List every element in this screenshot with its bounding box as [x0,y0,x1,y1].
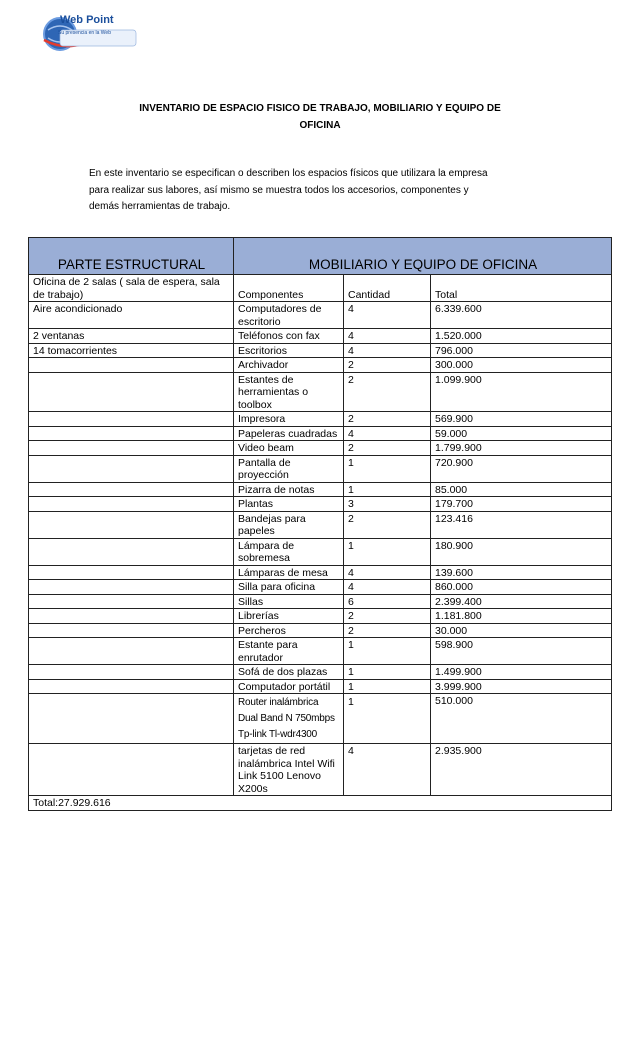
intro-paragraph [89,166,549,216]
struct-cell: 14 tomacorrientes [29,343,234,358]
struct-cell-oficina: Oficina de 2 salas ( sala de espera, sala de trabajo) [29,275,234,302]
quantity-cell: 4 [344,565,431,580]
table-row [29,565,612,580]
table-row [29,482,612,497]
intro-line-3: demás herramientas de trabajo. [89,201,231,212]
component-cell: Router inalámbrica Dual Band N 750mbps Tp-link Tl-wdr4300 [234,694,344,744]
total-cell: 30.000 [431,623,612,638]
struct-cell [29,694,234,744]
component-cell: Plantas [234,497,344,512]
quantity-cell: 1 [344,538,431,565]
struct-cell [29,609,234,624]
table-header-row [29,238,612,275]
table-row [29,497,612,512]
quantity-cell: 1 [344,638,431,665]
total-cell: 796.000 [431,343,612,358]
struct-cell [29,497,234,512]
quantity-cell: 1 [344,679,431,694]
component-cell: Computador portátil [234,679,344,694]
quantity-cell: 2 [344,511,431,538]
header-mobiliario: MOBILIARIO Y EQUIPO DE OFICINA [234,238,612,275]
total-cell: 2.935.900 [431,744,612,796]
component-cell: Lámparas de mesa [234,565,344,580]
table-row [29,329,612,344]
table-row [29,372,612,412]
struct-cell [29,565,234,580]
component-cell: Estantes de herramientas o toolbox [234,372,344,412]
table-row [29,609,612,624]
component-cell: Escritorios [234,343,344,358]
total-cell: 1.099.900 [431,372,612,412]
title-line-2: OFICINA [299,120,341,131]
table-row [29,538,612,565]
table-footer-row [29,796,612,811]
col-label-total: Total [431,275,612,302]
struct-cell [29,665,234,680]
quantity-cell: 2 [344,609,431,624]
total-cell: 598.900 [431,638,612,665]
total-cell: 6.339.600 [431,302,612,329]
table-row [29,694,612,744]
col-label-cantidad: Cantidad [344,275,431,302]
quantity-cell: 1 [344,665,431,680]
struct-cell [29,594,234,609]
quantity-cell: 4 [344,329,431,344]
quantity-cell: 1 [344,455,431,482]
quantity-cell: 1 [344,694,431,744]
total-cell: 179.700 [431,497,612,512]
total-cell: 3.999.900 [431,679,612,694]
struct-cell [29,412,234,427]
table-row [29,638,612,665]
grand-total: Total:27.929.616 [29,796,612,811]
table-row [29,343,612,358]
total-cell: 180.900 [431,538,612,565]
total-cell: 2.399.400 [431,594,612,609]
struct-cell [29,482,234,497]
total-cell: 85.000 [431,482,612,497]
component-cell: tarjetas de red inalámbrica Intel Wifi Link 5100 Lenovo X200s [234,744,344,796]
table-row [29,358,612,373]
struct-cell [29,372,234,412]
struct-cell [29,580,234,595]
total-cell: 1.520.000 [431,329,612,344]
component-cell: Bandejas para papeles [234,511,344,538]
logo-tagline: Su presencia en la Web [58,30,111,36]
struct-cell [29,441,234,456]
intro-line-1: En este inventario se especifican o describen los espacios físicos que utilizara la empresa [89,168,488,179]
component-cell: Librerías [234,609,344,624]
total-cell: 569.900 [431,412,612,427]
component-cell: Estante para enrutador [234,638,344,665]
struct-cell: Aire acondicionado [29,302,234,329]
component-cell: Silla para oficina [234,580,344,595]
logo-brand: Web Point [60,14,114,26]
quantity-cell: 2 [344,372,431,412]
table-row [29,594,612,609]
struct-cell [29,623,234,638]
col-label-componentes: Componentes [234,275,344,302]
quantity-cell: 2 [344,441,431,456]
component-cell: Archivador [234,358,344,373]
struct-cell [29,455,234,482]
document-title [90,100,550,134]
struct-cell [29,638,234,665]
total-cell: 510.000 [431,694,612,744]
table-row [29,744,612,796]
table-row [29,580,612,595]
struct-cell: 2 ventanas [29,329,234,344]
quantity-cell: 1 [344,482,431,497]
inventory-table [28,237,612,811]
intro-line-2: para realizar sus labores, así mismo se muestra todos los accesorios, componentes y [89,184,469,196]
component-cell: Pizarra de notas [234,482,344,497]
table-row [29,412,612,427]
component-cell: Video beam [234,441,344,456]
struct-cell [29,426,234,441]
struct-cell [29,358,234,373]
quantity-cell: 4 [344,343,431,358]
component-cell: Sillas [234,594,344,609]
table-row [29,511,612,538]
component-cell: Lámpara de sobremesa [234,538,344,565]
quantity-cell: 2 [344,412,431,427]
quantity-cell: 2 [344,623,431,638]
quantity-cell: 4 [344,426,431,441]
quantity-cell: 2 [344,358,431,373]
table-row [29,302,612,329]
struct-cell [29,511,234,538]
total-cell: 720.900 [431,455,612,482]
total-cell: 300.000 [431,358,612,373]
table-row [29,679,612,694]
column-label-row [29,275,612,302]
total-cell: 1.499.900 [431,665,612,680]
total-cell: 1.799.900 [431,441,612,456]
total-cell: 860.000 [431,580,612,595]
struct-cell [29,679,234,694]
total-cell: 59.000 [431,426,612,441]
total-cell: 123.416 [431,511,612,538]
struct-cell [29,744,234,796]
header-parte-estructural: PARTE ESTRUCTURAL [29,238,234,275]
total-cell: 1.181.800 [431,609,612,624]
title-line-1: INVENTARIO DE ESPACIO FISICO DE TRABAJO, MOBILIARIO Y EQUIPO DE [139,103,501,114]
component-cell: Sofá de dos plazas [234,665,344,680]
quantity-cell: 4 [344,744,431,796]
table-row [29,623,612,638]
quantity-cell: 4 [344,302,431,329]
table-row [29,441,612,456]
quantity-cell: 6 [344,594,431,609]
table-row [29,455,612,482]
component-cell: Pantalla de proyección [234,455,344,482]
component-cell: Percheros [234,623,344,638]
quantity-cell: 4 [344,580,431,595]
table-row [29,665,612,680]
struct-cell [29,538,234,565]
component-cell: Computadores de escritorio [234,302,344,329]
component-cell: Papeleras cuadradas [234,426,344,441]
total-cell: 139.600 [431,565,612,580]
table-row [29,426,612,441]
component-cell: Impresora [234,412,344,427]
component-cell: Teléfonos con fax [234,329,344,344]
quantity-cell: 3 [344,497,431,512]
